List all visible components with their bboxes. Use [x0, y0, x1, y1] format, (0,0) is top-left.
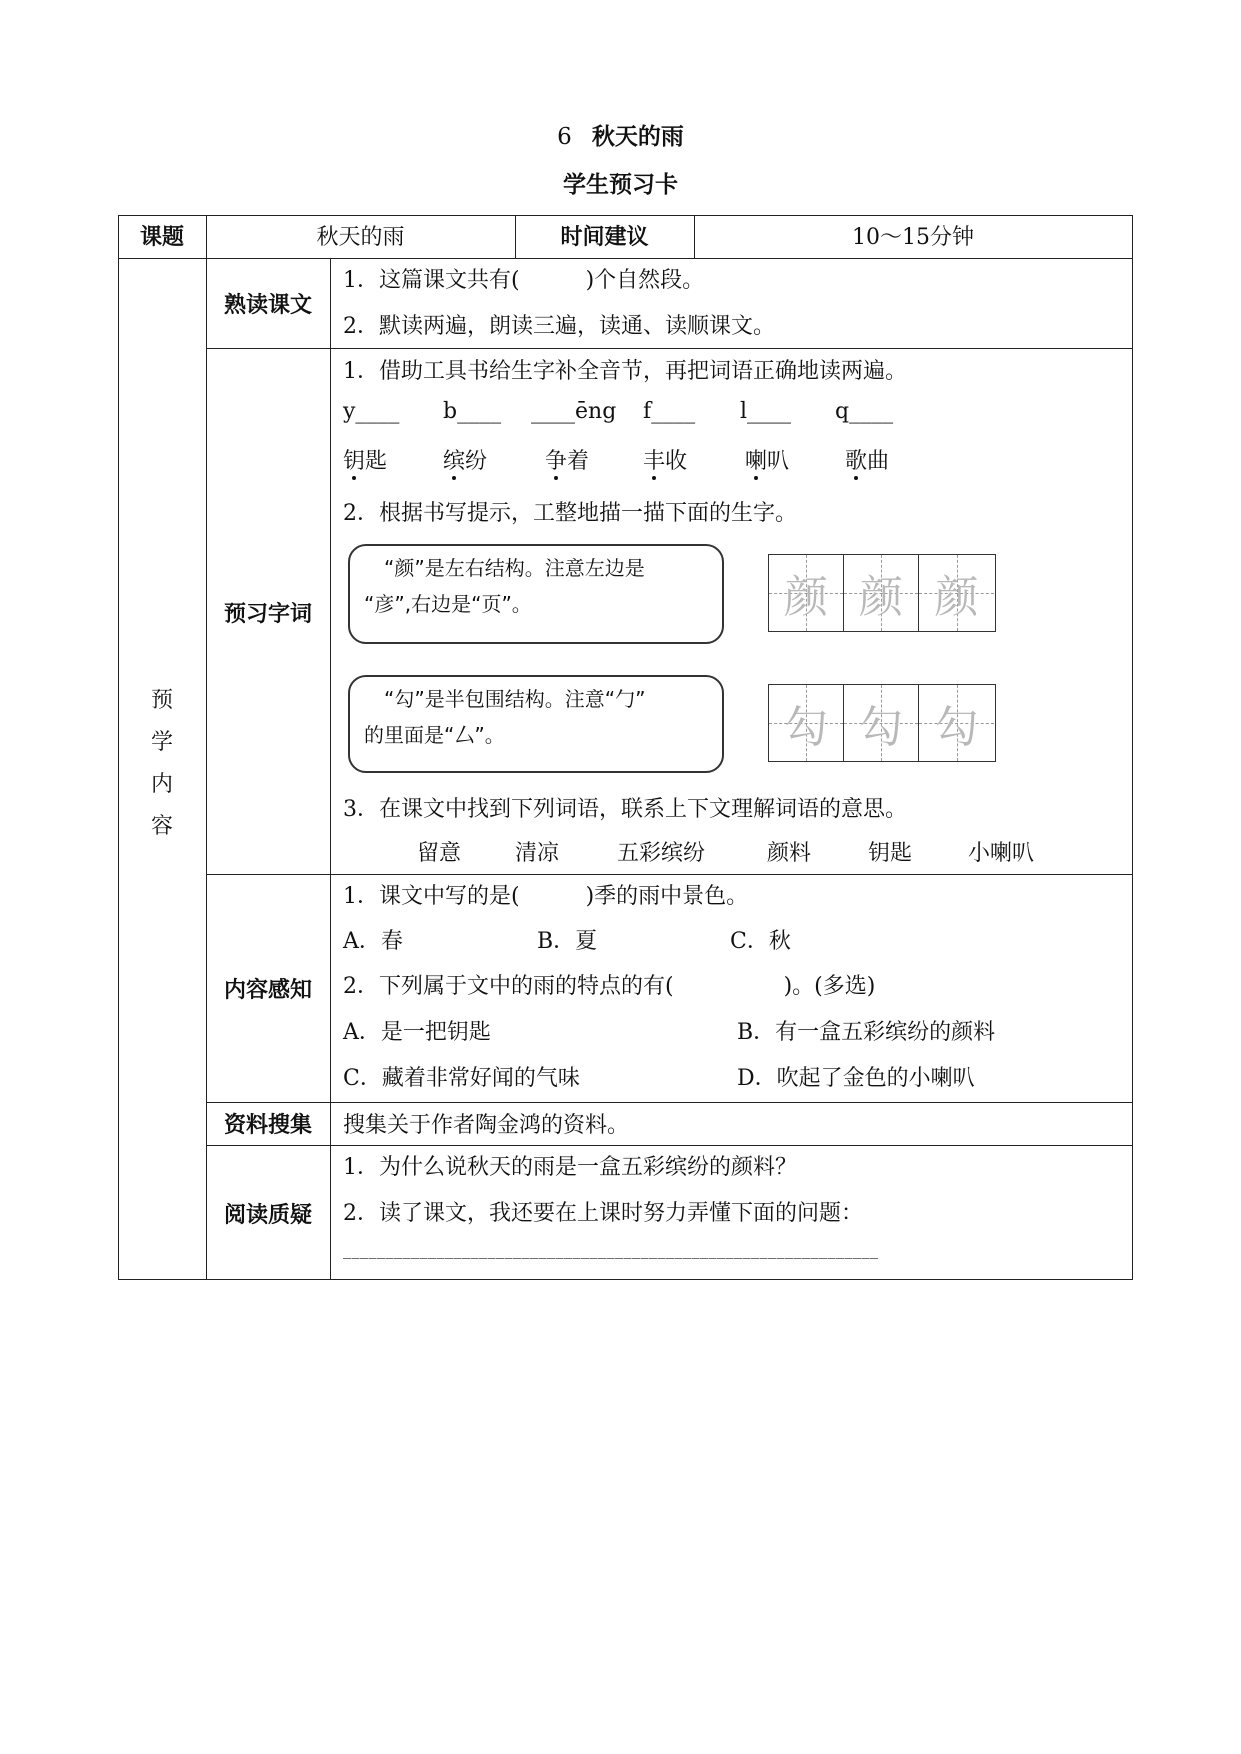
s2-question-1: 1．借助工具书给生字补全音节，再把词语正确地读两遍。 [343, 359, 907, 384]
s2-question-2: 2．根据书写提示，工整地描一描下面的生字。 [343, 501, 797, 526]
s3-question-1: 1．课文中写的是( )季的雨中景色。 [343, 884, 749, 909]
lesson-heading [0, 118, 1241, 151]
section-label-char: 学 [150, 730, 173, 755]
s1-question-1: 1．这篇课文共有( )个自然段。 [343, 268, 705, 293]
tracing-cell: 勾 [769, 685, 844, 761]
pinyin-blank: ____ēng [531, 399, 617, 424]
s2-question-3: 3．在课文中找到下列词语，联系上下文理解词语的意思。 [343, 797, 907, 822]
rule [206, 348, 1133, 349]
card-title: 学生预习卡 [563, 172, 678, 198]
rule [118, 215, 1133, 216]
tracing-cell: 颜 [769, 555, 844, 631]
section-label-char: 内 [150, 772, 173, 797]
lesson-number: 6 [557, 124, 572, 150]
vocab-word: 争着 [545, 449, 590, 474]
s3-option: B．夏 [537, 929, 598, 954]
writing-tip-1 [348, 544, 724, 644]
rule [206, 1145, 1133, 1146]
s3-option: A．春 [343, 929, 403, 954]
tracing-grid-2 [768, 684, 996, 762]
s2-label: 预习字词 [223, 602, 312, 627]
vocab-word: 丰收 [643, 449, 688, 474]
rule [118, 258, 1133, 259]
s5-question-2: 2．读了课文，我还要在上课时努力弄懂下面的问题： [343, 1201, 863, 1226]
vocab-word: 缤纷 [443, 449, 488, 474]
subject-key: 课题 [139, 225, 184, 250]
s5-question-1: 1．为什么说秋天的雨是一盒五彩缤纷的颜料？ [343, 1155, 797, 1180]
subject-value: 秋天的雨 [316, 225, 405, 250]
rule [330, 258, 331, 1280]
section-label [142, 680, 182, 848]
rule [118, 1279, 1133, 1280]
pinyin-blank: q____ [835, 399, 894, 424]
rule [206, 874, 1133, 875]
rule [118, 215, 119, 1280]
s3-label: 内容感知 [223, 978, 312, 1003]
vocab-word-2: 小喇叭 [968, 841, 1035, 866]
vocab-word: 钥匙 [343, 449, 388, 474]
vocab-word-2: 颜料 [767, 841, 812, 866]
tip-line: “勾”是半包围结构。注意“勹” [364, 687, 646, 711]
s3-question-2: 2．下列属于文中的雨的特点的有( )。(多选) [343, 974, 876, 999]
tip-line: 的里面是“厶”。 [364, 723, 505, 747]
pinyin-blank: b____ [443, 399, 502, 424]
writing-tip-2 [348, 675, 724, 773]
time-key: 时间建议 [560, 225, 649, 250]
vocab-word-2: 五彩缤纷 [617, 841, 706, 866]
vocab-word: 歌曲 [845, 449, 890, 474]
s3-option: C．藏着非常好闻的气味 [343, 1066, 580, 1091]
section-label-char: 容 [150, 814, 173, 839]
s3-option: D．吹起了金色的小喇叭 [737, 1066, 975, 1091]
vocab-word-2: 钥匙 [868, 841, 913, 866]
pinyin-blank: y____ [343, 399, 400, 424]
tracing-cell: 颜 [844, 555, 919, 631]
s3-option: C．秋 [730, 929, 791, 954]
tracing-grid-1 [768, 554, 996, 632]
lesson-title: 秋天的雨 [591, 124, 684, 150]
s4-text: 搜集关于作者陶金鸿的资料。 [343, 1113, 630, 1138]
section-label-char: 预 [150, 688, 173, 713]
vocab-word-2: 清凉 [515, 841, 560, 866]
tracing-cell: 勾 [844, 685, 919, 761]
pinyin-blank: f____ [643, 399, 696, 424]
s3-option: B．有一盒五彩缤纷的颜料 [737, 1020, 996, 1045]
s1-question-2: 2．默读两遍，朗读三遍，读通、读顺课文。 [343, 314, 775, 339]
answer-line[interactable]: _______________________________________________________________ [343, 1240, 879, 1259]
rule [206, 1102, 1133, 1103]
pinyin-blank: l____ [740, 399, 792, 424]
rule [1132, 215, 1133, 1280]
s1-label: 熟读课文 [223, 293, 312, 318]
tracing-cell: 勾 [919, 685, 994, 761]
vocab-word-2: 留意 [417, 841, 462, 866]
s4-label: 资料搜集 [223, 1113, 312, 1138]
tracing-cell: 颜 [919, 555, 994, 631]
s3-option: A．是一把钥匙 [343, 1020, 491, 1045]
tip-line: “颜”是左右结构。注意左边是 [364, 556, 645, 580]
vocab-word: 喇叭 [745, 449, 790, 474]
s5-label: 阅读质疑 [223, 1203, 312, 1228]
tip-line: “彦”,右边是“页”。 [364, 592, 532, 616]
time-value: 10～15分钟 [852, 225, 974, 250]
